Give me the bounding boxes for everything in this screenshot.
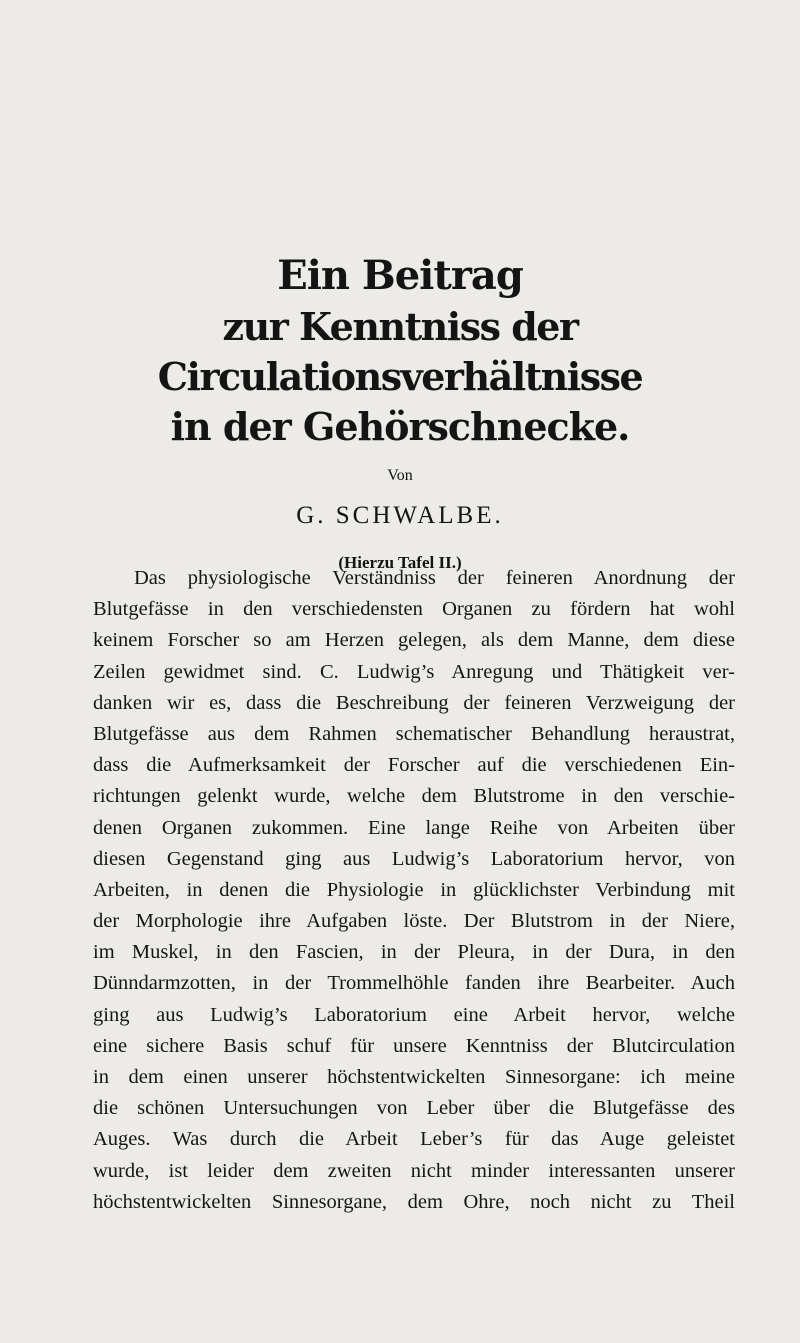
text-line: höchstentwickelten Sinnesorgane, dem Ohre, noch nicht zu Theil	[93, 1190, 735, 1213]
body-paragraph	[93, 563, 735, 1218]
text-line: Blutgefässe in den verschiedensten Organen zu fördern hat wohl	[93, 598, 735, 621]
text-line: Dünndarmzotten, in der Trommelhöhle fanden ihre Bearbeiter. Auch	[93, 972, 735, 995]
article-title-line-2: zur Kenntniss der Circulationsverhältnisse	[157, 304, 643, 399]
text-line: diesen Gegenstand ging aus Ludwig’s Laboratorium hervor, von	[93, 847, 735, 870]
text-line: danken wir es, dass die Beschreibung der feineren Verzweigung der	[93, 691, 735, 714]
text-line: in dem einen unserer höchstentwickelten Sinnesorgane: ich meine	[93, 1066, 735, 1088]
author-name: G. SCHWALBE.	[296, 502, 504, 529]
text-line: Das physiologische Verständniss der feineren Anordnung der	[134, 567, 735, 589]
text-line: Arbeiten, in denen die Physiologie in glücklichster Verbindung mit	[93, 878, 735, 901]
article-title-line-1: Ein Beitrag	[277, 252, 523, 299]
text-line: der Morphologie ihre Aufgaben löste. Der Blutstrom in der Niere,	[93, 910, 735, 933]
text-line: wurde, ist leider dem zweiten nicht minder interessanten unserer	[93, 1159, 735, 1182]
text-line: richtungen gelenkt wurde, welche dem Blutstrome in den verschie-	[93, 785, 735, 808]
text-line: keinem Forscher so am Herzen gelegen, als dem Manne, dem diese	[93, 629, 735, 652]
article-heading	[0, 252, 800, 574]
text-line: ging aus Ludwig’s Laboratorium eine Arbeit hervor, welche	[93, 1003, 735, 1026]
text-line: Blutgefässe aus dem Rahmen schematischer Behandlung heraustrat,	[93, 722, 735, 745]
plate-reference: (Hierzu Tafel II.)	[338, 553, 462, 572]
article-title-line-3: in der Gehörschnecke.	[170, 404, 630, 449]
byline-von: Von	[387, 467, 413, 484]
text-line: Auges. Was durch die Arbeit Leber’s für das Auge geleistet	[93, 1128, 735, 1151]
text-line: eine sichere Basis schuf für unsere Kenntniss der Blutcirculation	[93, 1034, 735, 1057]
text-line: dass die Aufmerksamkeit der Forscher auf die verschiedenen Ein-	[93, 754, 735, 777]
text-line: denen Organen zukommen. Eine lange Reihe von Arbeiten über	[93, 816, 735, 839]
text-line: die schönen Untersuchungen von Leber über die Blutgefässe des	[93, 1097, 735, 1120]
text-line: Zeilen gewidmet sind. C. Ludwig’s Anregung und Thätigkeit ver-	[93, 660, 735, 683]
text-line: im Muskel, in den Fascien, in der Pleura, in der Dura, in den	[93, 941, 735, 964]
